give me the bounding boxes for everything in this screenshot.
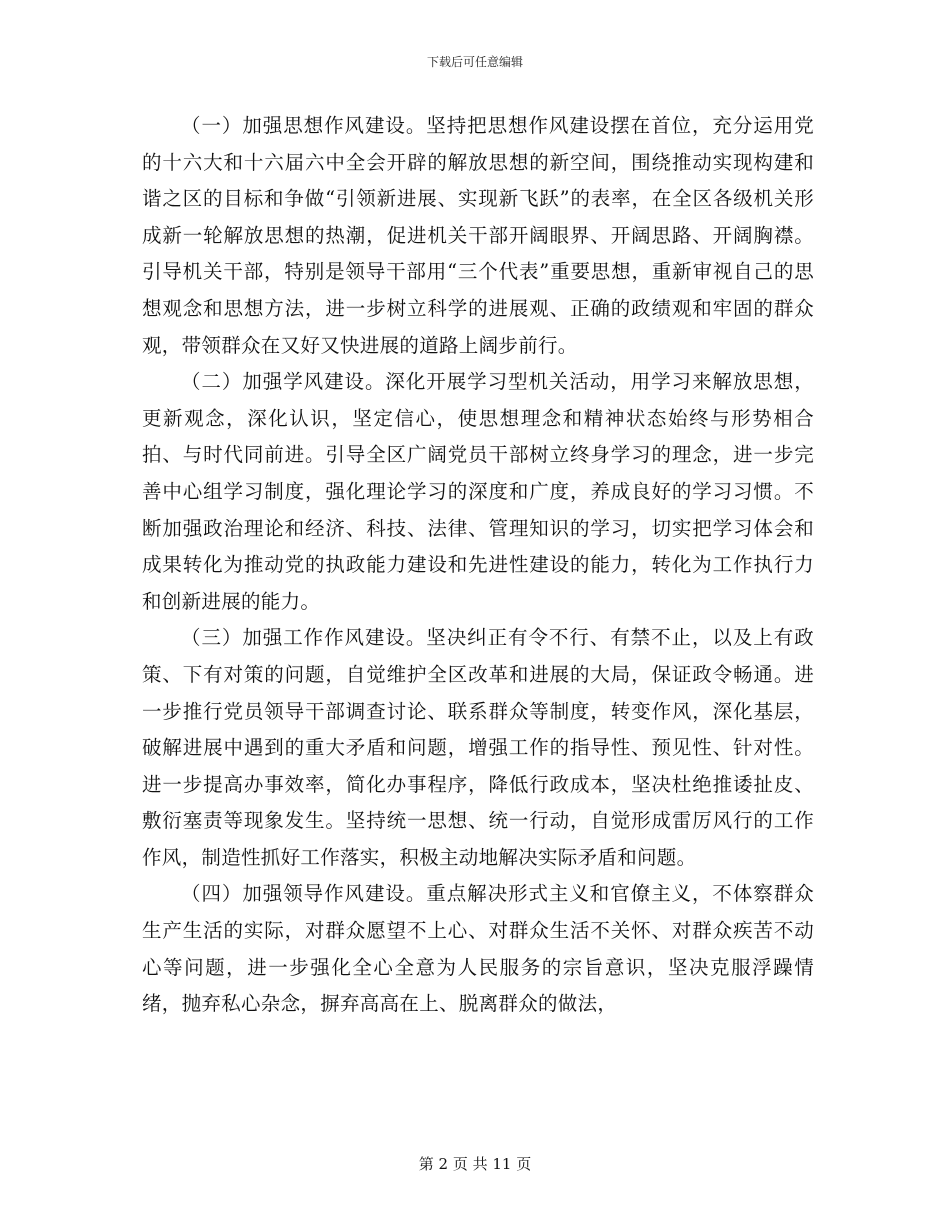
paragraph-work-style: （三）加强工作作风建设。坚决纠正有令不行、有禁不止，以及上有政策、下有对策的问题，自觉维护全区改革和进展的大局，保证政令畅通。进一步推行党员领导干部调查讨论、联系群众等制度，转变作风，深化基层，破解进展中遇到的重大矛盾和问题，增强工作的指导性、预见性、针对性。进一步提高办事效率，简化办事程序，降低行政成本，坚决杜绝推诿扯皮、敷衍塞责等现象发生。坚持统一思想、统一行动，自觉形成雷厉风行的工作作风，制造性抓好工作落实，积极主动地解决实际矛盾和问题。 [142,626,814,869]
page-header [0,54,950,70]
paragraph-ideology-style: （一）加强思想作风建设。坚持把思想作风建设摆在首位，充分运用党的十六大和十六届六中全会开辟的解放思想的新空间，围绕推动实现构建和谐之区的目标和争做“引领新进展、实现新飞跃”的表率，在全区各级机关形成新一轮解放思想的热潮，促进机关干部开阔眼界、开阔思路、开阔胸襟。引导机关干部，特别是领导干部用“三个代表”重要思想，重新审视自己的思想观念和思想方法，进一步树立科学的进展观、正确的政绩观和牢固的群众观，带领群众在又好又快进展的道路上阔步前行。 [142,114,814,357]
paragraph-study-style: （二）加强学风建设。深化开展学习型机关活动，用学习来解放思想，更新观念，深化认识，坚定信心，使思想理念和精神状态始终与形势相合拍、与时代同前进。引导全区广阔党员干部树立终身学习的理念，进一步完善中心组学习制度，强化理论学习的深度和广度，养成良好的学习习惯。不断加强政治理论和经济、科技、法律、管理知识的学习，切实把学习体会和成果转化为推动党的执政能力建设和先进性建设的能力，转化为工作执行力和创新进展的能力。 [142,370,814,613]
document-body [142,108,814,1023]
page-footer [0,1154,950,1174]
header-note: 下载后可任意编辑 [426,55,523,69]
paragraph-leadership-style: （四）加强领导作风建设。重点解决形式主义和官僚主义，不体察群众生产生活的实际，对群众愿望不上心、对群众生活不关怀、对群众疾苦不动心等问题，进一步强化全心全意为人民服务的宗旨意识，坚决克服浮躁情绪，抛弃私心杂念，摒弃高高在上、脱离群众的做法， [142,882,814,1016]
page-number: 第 2 页 共 11 页 [418,1155,532,1173]
